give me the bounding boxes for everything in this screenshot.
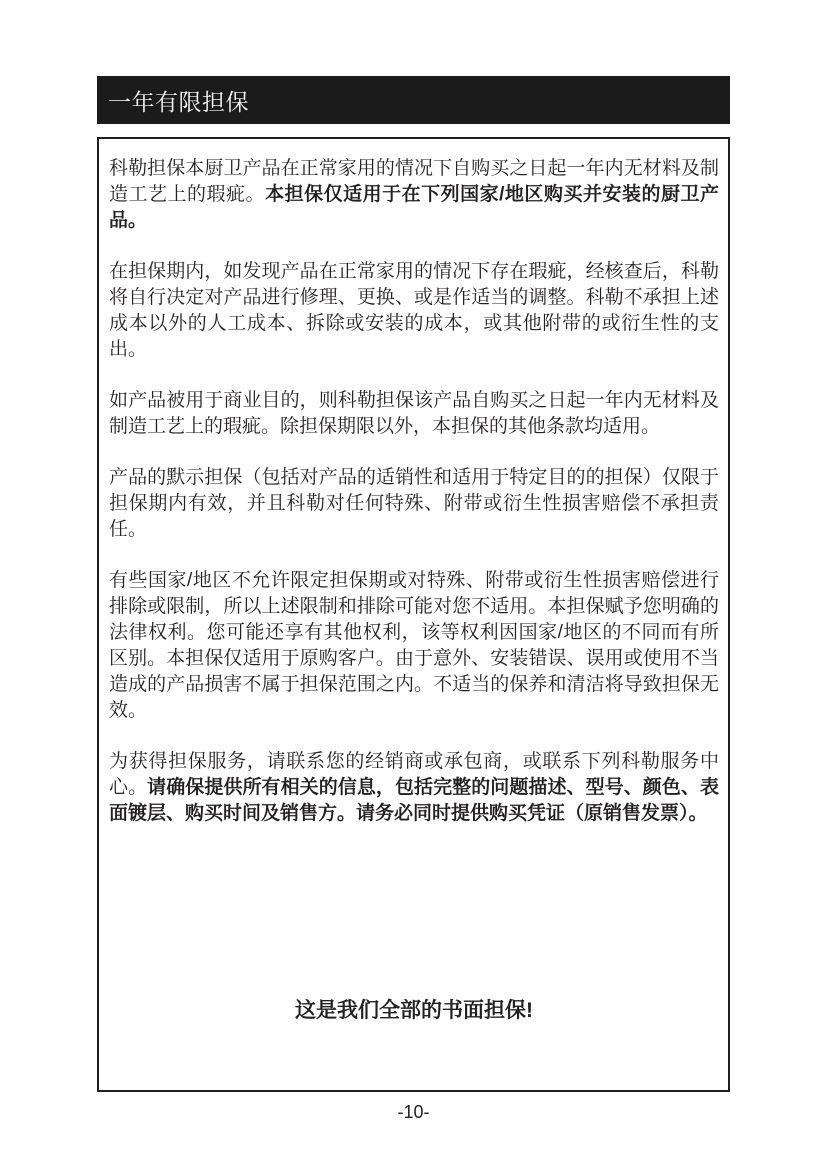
warranty-title-bar bbox=[97, 76, 730, 124]
paragraph-service-regular: 为获得担保服务，请联系您的经销商或承包商，或联系下列科勒服务中心。 bbox=[109, 751, 719, 798]
paragraph-coverage-bold: 本担保仅适用于在下列国家/地区购买并安装的厨卫产品。 bbox=[109, 184, 719, 231]
page-number: -10- bbox=[397, 1102, 430, 1122]
closing-statement: 这是我们全部的书面担保! bbox=[295, 999, 533, 1022]
paragraph-legal-rights: 有些国家/地区不允许限定担保期或对特殊、附带或衍生性损害赔偿进行排除或限制，所以上述限制和排除可能对您不适用。本担保赋予您明确的法律权利。您可能还享有其他权利，该等权利因国家/地区的不同而有所区别。本担保仅适用于原购客户。由于意外、安装错误、误用或使用不当造成的产品损害不属于担保范围之内。不适当的保养和清洁将导致担保无效。 bbox=[109, 570, 719, 721]
paragraph-service bbox=[109, 749, 719, 827]
paragraph-coverage-regular: 科勒担保本厨卫产品在正常家用的情况下自购买之日起一年内无材料及制造工艺上的瑕疵。 bbox=[109, 158, 719, 205]
paragraph-service-bold: 请确保提供所有相关的信息，包括完整的问题描述、型号、颜色、表面镀层、购买时间及销售方。请务必同时提供购买凭证（原销售发票）。 bbox=[109, 777, 719, 824]
paragraph-implied-warranty: 产品的默示担保（包括对产品的适销性和适用于特定目的的担保）仅限于担保期内有效，并且科勒对任何特殊、附带或衍生性损害赔偿不承担责任。 bbox=[109, 467, 719, 540]
page-title: 一年有限担保 bbox=[108, 88, 249, 115]
warranty-content-box bbox=[97, 137, 730, 1092]
paragraph-coverage bbox=[109, 156, 719, 234]
paragraph-commercial-use: 如产品被用于商业目的，则科勒担保该产品自购买之日起一年内无材料及制造工艺上的瑕疵。除担保期限以外，本担保的其他条款均适用。 bbox=[109, 390, 719, 437]
paragraph-remedy: 在担保期内，如发现产品在正常家用的情况下存在瑕疵，经核查后，科勒将自行决定对产品进行修理、更换、或是作适当的调整。科勒不承担上述成本以外的人工成本、拆除或安装的成本，或其他附带的或衍生性的支出。 bbox=[109, 261, 719, 360]
